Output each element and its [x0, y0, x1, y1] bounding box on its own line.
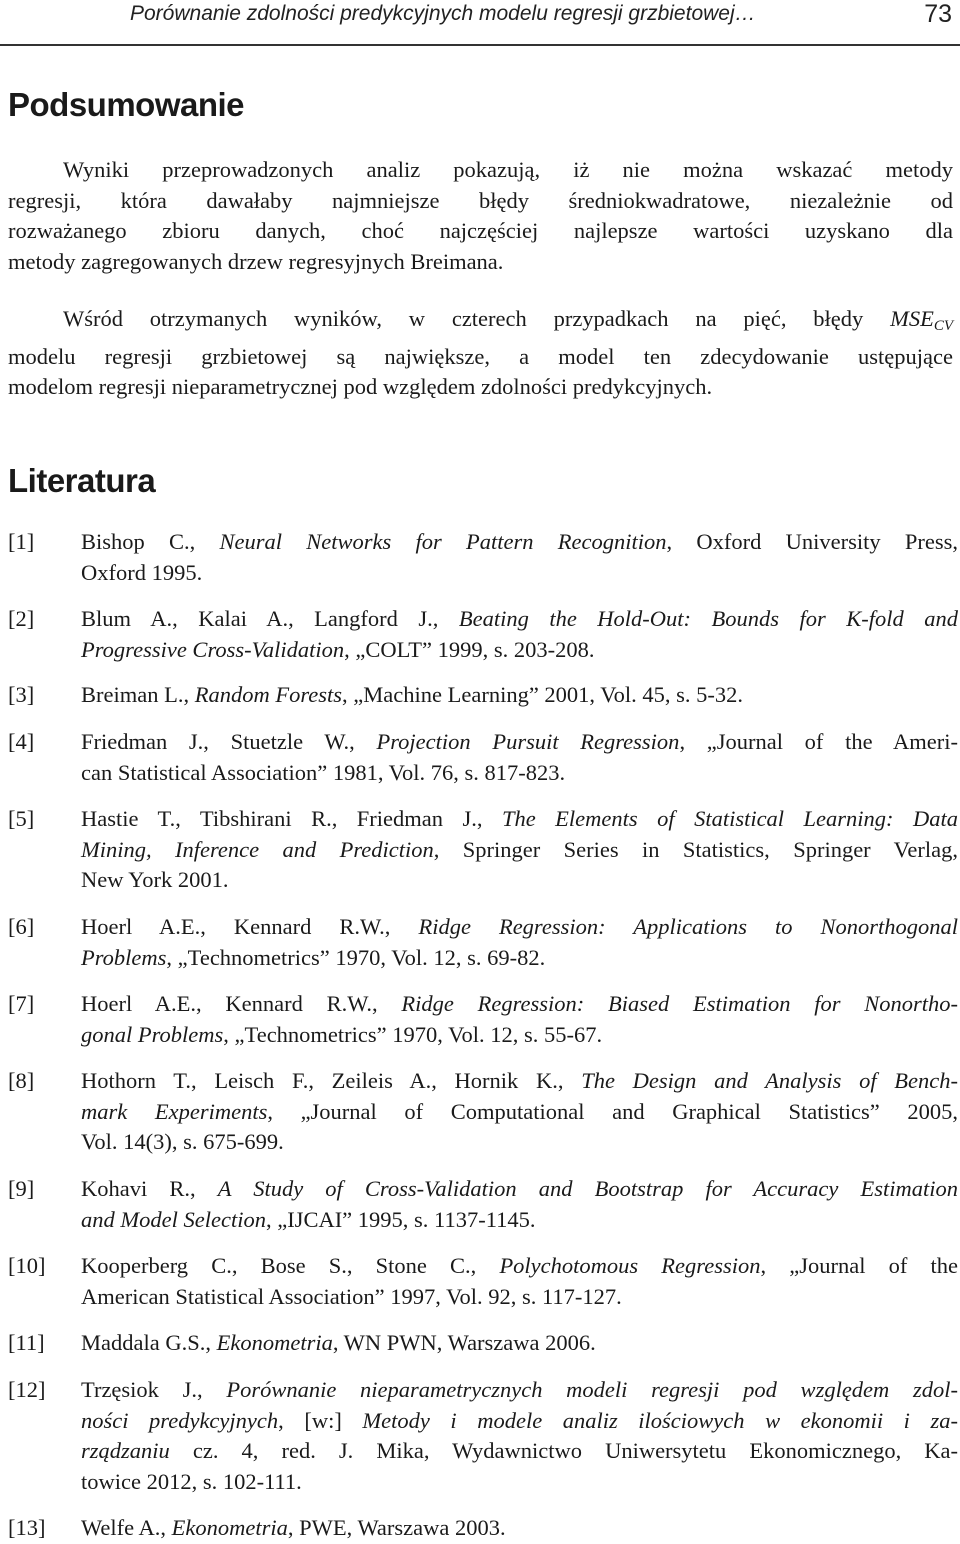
- reference-title: Mining, Inference and Prediction: [81, 836, 434, 862]
- reference-title: Ekonometria: [171, 1515, 288, 1540]
- reference-body: [81, 1066, 958, 1158]
- reference-number: [8]: [8, 1068, 35, 1093]
- summary-paragraph-2: [8, 304, 953, 403]
- reference-text: , „Technometrics” 1970, Vol. 12, s. 69-82.: [166, 944, 546, 970]
- mse-symbol: MSE: [890, 306, 934, 331]
- reference-body: [81, 680, 958, 711]
- reference-line: [81, 804, 958, 835]
- reference-title: Random Forests: [194, 682, 343, 707]
- reference-body: [81, 727, 958, 788]
- text-line: modelu regresji grzbietowej są największe, a model ten zdecydowanie ustępujące: [8, 343, 953, 369]
- reference-number: [1]: [8, 529, 35, 554]
- text-line: metody zagregowanych drzew regresyjnych Breimana.: [8, 248, 504, 274]
- reference-title: and Model Selection: [81, 1206, 266, 1232]
- reference-title: ności predykcyjnych: [81, 1407, 279, 1433]
- cv-subscript: CV: [933, 318, 953, 334]
- reference-line: [81, 1066, 958, 1097]
- reference-title: Polychotomous Regression: [499, 1253, 761, 1278]
- reference-authors: Bishop C.,: [81, 529, 220, 554]
- reference-authors: Hoerl A.E., Kennard R.W.,: [81, 914, 419, 939]
- reference-line: [81, 865, 958, 896]
- reference-text: , PWE, Warszawa 2003.: [287, 1515, 506, 1540]
- reference-text: Vol. 14(3), s. 675-699.: [81, 1129, 284, 1154]
- reference-body: [81, 1251, 958, 1312]
- reference-text: , [w:]: [278, 1407, 363, 1433]
- reference-text: , „IJCAI” 1995, s. 1137-1145.: [265, 1206, 536, 1232]
- reference-title: The Design and Analysis of Bench-: [581, 1068, 958, 1093]
- reference-authors: Kooperberg C., Bose S., Stone C.,: [81, 1253, 500, 1278]
- reference-number: [10]: [8, 1253, 46, 1278]
- text-line: [8, 304, 953, 342]
- reference-number: [7]: [8, 991, 35, 1016]
- reference-title: rządzaniu: [81, 1438, 170, 1463]
- reference-title: Ekonometria: [216, 1330, 333, 1355]
- reference-number: [5]: [8, 806, 35, 831]
- reference-line: [81, 604, 958, 635]
- reference-text: , „Machine Learning” 2001, Vol. 45, s. 5-32.: [342, 682, 743, 707]
- reference-line: [81, 1513, 958, 1544]
- reference-body: [81, 527, 958, 588]
- reference-line: [81, 1406, 958, 1437]
- reference-authors: Welfe A.,: [81, 1515, 172, 1540]
- reference-line: [81, 1282, 958, 1313]
- reference-title: mark Experiments: [81, 1098, 268, 1124]
- reference-line: [81, 1328, 958, 1359]
- reference-number: [11]: [8, 1330, 45, 1355]
- reference-text: , „Journal of the Ameri-: [679, 729, 959, 754]
- reference-text: , WN PWN, Warszawa 2006.: [332, 1330, 596, 1355]
- reference-line: [81, 727, 958, 758]
- section-heading-summary: Podsumowanie: [8, 86, 245, 123]
- reference-text: , „Technometrics” 1970, Vol. 12, s. 55-67.: [223, 1021, 603, 1047]
- reference-text: can Statistical Association” 1981, Vol. 76, s. 817-823.: [81, 759, 566, 785]
- reference-body: [81, 1375, 958, 1497]
- text-line: regresji, która dawałaby najmniejsze błędy średniokwadratowe, niezależnie od: [8, 187, 953, 213]
- reference-line: [81, 558, 958, 589]
- reference-authors: Hothorn T., Leisch F., Zeileis A., Hornik K.,: [81, 1068, 582, 1093]
- reference-line: [81, 680, 958, 711]
- reference-text: , „COLT” 1999, s. 203-208.: [344, 636, 595, 662]
- reference-text: towice 2012, s. 102-111.: [81, 1468, 302, 1494]
- reference-number: [12]: [8, 1377, 46, 1402]
- reference-authors: Friedman J., Stuetzle W.,: [81, 729, 377, 754]
- reference-text: New York 2001.: [81, 867, 229, 892]
- reference-line: [81, 758, 958, 789]
- text-line: rozważanego zbioru danych, choć najczęściej najlepsze wartości uzyskano dla: [8, 218, 953, 243]
- reference-text: cz. 4, red. J. Mika, Wydawnictwo Uniwersytetu Ekonomicznego, Ka-: [169, 1438, 958, 1463]
- reference-title: gonal Problems: [81, 1021, 224, 1047]
- reference-title: Progressive Cross-Validation: [81, 636, 345, 662]
- text-line: Wyniki przeprowadzonych analiz pokazują, iż nie można wskazać metody: [63, 157, 953, 182]
- reference-text: American Statistical Association” 1997, Vol. 92, s. 117-127.: [81, 1283, 622, 1309]
- reference-number: [13]: [8, 1515, 46, 1540]
- reference-authors: Hoerl A.E., Kennard R.W.,: [81, 991, 402, 1016]
- summary-paragraph-1: [8, 155, 953, 277]
- reference-body: [81, 604, 958, 665]
- reference-body: [81, 1328, 958, 1359]
- reference-authors: Trzęsiok J.,: [81, 1377, 227, 1402]
- reference-title: Ridge Regression: Biased Estimation for Nonortho-: [401, 991, 958, 1016]
- reference-authors: Breiman L.,: [81, 682, 195, 707]
- reference-authors: Maddala G.S.,: [81, 1330, 217, 1355]
- reference-line: [81, 912, 958, 943]
- reference-line: [81, 1020, 958, 1051]
- reference-title: Neural Networks for Pattern Recognition: [219, 529, 667, 554]
- reference-number: [3]: [8, 682, 35, 707]
- page-number: 73: [924, 0, 952, 28]
- reference-line: [81, 1174, 958, 1205]
- running-title: Porównanie zdolności predykcyjnych modelu regresji grzbietowej…: [130, 2, 756, 25]
- reference-body: [81, 804, 958, 896]
- reference-title: Projection Pursuit Regression: [376, 729, 680, 754]
- reference-text: Oxford 1995.: [81, 559, 203, 585]
- reference-title: A Study of Cross-Validation and Bootstrap for Accuracy Estimation: [217, 1176, 958, 1201]
- reference-line: [81, 1097, 958, 1128]
- reference-line: [81, 1251, 958, 1282]
- reference-line: [81, 1375, 958, 1406]
- reference-line: [81, 1205, 958, 1236]
- reference-line: [81, 1467, 958, 1498]
- reference-authors: Blum A., Kalai A., Langford J.,: [81, 606, 459, 631]
- reference-line: [81, 527, 958, 558]
- text-span: Wśród otrzymanych wyników, w czterech przypadkach na pięć, błędy: [63, 306, 891, 331]
- reference-line: [81, 1436, 958, 1467]
- reference-title: Problems: [81, 944, 167, 970]
- reference-line: [81, 835, 958, 866]
- reference-text: , Springer Series in Statistics, Springer Verlag,: [433, 836, 958, 862]
- text-line: modelom regresji nieparametrycznej pod względem zdolności predykcyjnych.: [8, 374, 713, 399]
- reference-body: [81, 1174, 958, 1235]
- reference-title: The Elements of Statistical Learning: Data: [501, 806, 958, 831]
- reference-text: , „Journal of Computational and Graphical Statistics” 2005,: [267, 1098, 958, 1124]
- reference-text: , „Journal of the: [760, 1253, 958, 1278]
- reference-text: , Oxford University Press,: [666, 529, 958, 554]
- reference-line: [81, 943, 958, 974]
- reference-line: [81, 989, 958, 1020]
- reference-title: Beating the Hold-Out: Bounds for K-fold and: [458, 606, 958, 631]
- reference-body: [81, 912, 958, 973]
- running-header: [0, 0, 960, 46]
- reference-line: [81, 1127, 958, 1158]
- reference-title: Ridge Regression: Applications to Nonorthogonal: [418, 914, 959, 939]
- reference-number: [9]: [8, 1176, 35, 1201]
- reference-number: [2]: [8, 606, 35, 631]
- reference-body: [81, 989, 958, 1050]
- reference-line: [81, 635, 958, 666]
- reference-authors: Kohavi R.,: [81, 1176, 218, 1201]
- reference-number: [6]: [8, 914, 35, 939]
- reference-title: Porównanie nieparametrycznych modeli regresji pod względem zdol-: [226, 1377, 958, 1402]
- reference-authors: Hastie T., Tibshirani R., Friedman J.,: [81, 806, 502, 831]
- section-heading-literature: Literatura: [8, 462, 156, 499]
- reference-body: [81, 1513, 958, 1544]
- reference-title: Metody i modele analiz ilościowych w ekonomii i za-: [362, 1407, 958, 1433]
- reference-number: [4]: [8, 729, 35, 754]
